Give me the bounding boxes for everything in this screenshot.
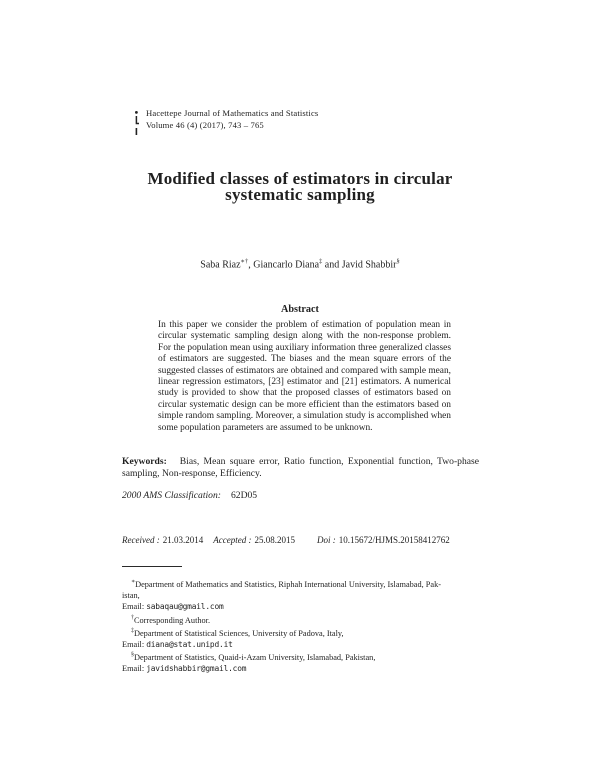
- footnote-email-1: [122, 601, 486, 612]
- received-label: Received :: [122, 535, 160, 545]
- footnote-marker: §: [131, 652, 134, 659]
- footnote-marker: ∗: [131, 579, 136, 585]
- abstract-text: In this paper we consider the problem of estimation of population mean in circular systematic sampling design along with the non-response problem. For the population mean using auxiliary information three generalized classes of estimators are suggested. The biases and the mean square errors of the suggested classes of estimators are obtained and compared with sample mean, linear regression estimators, [23] estimator and [21] estimators. A numerical study is provided to show that the proposed classes of estimators based on circular systematic design can be more efficient than the estimators based on simple random sampling. Moreover, a simulation study is accomplished when some population parameters are assumed to be unknown.: [158, 320, 451, 433]
- keywords-label: Keywords:: [122, 456, 167, 467]
- footnote-affiliation-2: [122, 626, 486, 639]
- paper-title-line1: Modified classes of estimators in circular: [147, 169, 453, 188]
- author-separator: ,: [248, 259, 254, 271]
- email-address: sabaqau@gmail.com: [146, 602, 224, 612]
- abstract-heading: Abstract: [281, 304, 319, 315]
- received-date: 21.03.2014: [162, 535, 204, 545]
- author-affiliation-marks: ∗†: [240, 258, 249, 265]
- footnote-corresponding-author: [122, 613, 486, 626]
- author-name: Giancarlo Diana: [253, 259, 320, 271]
- footnote-affiliation-1: [122, 577, 486, 590]
- footnote-text: Department of Statistics, Quaid-i-Azam University, Islamabad, Pakistan,: [134, 652, 376, 662]
- paper-title: [122, 171, 478, 203]
- accepted-date: 25.08.2015: [254, 535, 295, 545]
- author-affiliation-marks: §: [396, 258, 400, 265]
- doi-label: Doi :: [316, 535, 336, 545]
- email-label: Email:: [122, 639, 147, 649]
- journal-header-text: [146, 108, 318, 131]
- author-affiliation-marks: ‡: [319, 258, 323, 265]
- author-name: Saba Riaz: [200, 259, 241, 271]
- email-label: Email:: [122, 602, 147, 612]
- email-address: javidshabbir@gmail.com: [146, 664, 247, 674]
- author-name: Javid Shabbir: [341, 259, 397, 271]
- dates-line: [122, 535, 482, 545]
- footnote-affiliation-1-cont: [122, 590, 486, 601]
- footnote-email-3: [122, 663, 486, 674]
- footnote-marker: †: [131, 614, 134, 621]
- email-label: Email:: [122, 664, 147, 674]
- footnote-affiliation-3: [122, 650, 486, 663]
- author-list: [122, 257, 478, 270]
- journal-header: [133, 108, 318, 141]
- footnote-email-2: [122, 639, 486, 650]
- email-address: diana@stat.unipd.it: [146, 639, 233, 649]
- footnote-text: Department of Mathematics and Statistics, Riphah International University, Islamabad, Pak-: [135, 579, 441, 589]
- footnote-rule: [122, 566, 182, 567]
- footnote-text: istan,: [122, 591, 140, 601]
- journal-name: Hacettepe Journal of Mathematics and Statistics: [146, 108, 319, 118]
- accepted-label: Accepted :: [213, 535, 252, 545]
- footnotes-block: [122, 577, 486, 674]
- footnote-marker: ‡: [131, 627, 134, 634]
- ams-classification-block: [122, 490, 479, 501]
- author-separator: and: [322, 259, 342, 271]
- ams-classification-value: 62D05: [230, 490, 258, 501]
- journal-volume-line: Volume 46 (4) (2017), 743 – 765: [146, 119, 264, 130]
- doi-value: 10.15672/HJMS.20158412762: [338, 535, 450, 545]
- paper-title-line2: systematic sampling: [225, 185, 375, 204]
- keywords-text: Bias, Mean square error, Ratio function, Exponential function, Two-phase sampling, Non-response, Efficiency.: [122, 456, 479, 479]
- journal-mark-icon: [133, 110, 141, 141]
- footnote-text: Department of Statistical Sciences, University of Padova, Italy,: [134, 628, 344, 638]
- footnote-text: Corresponding Author.: [134, 615, 211, 625]
- keywords-block: [122, 456, 479, 480]
- ams-classification-label: 2000 AMS Classification:: [122, 490, 221, 501]
